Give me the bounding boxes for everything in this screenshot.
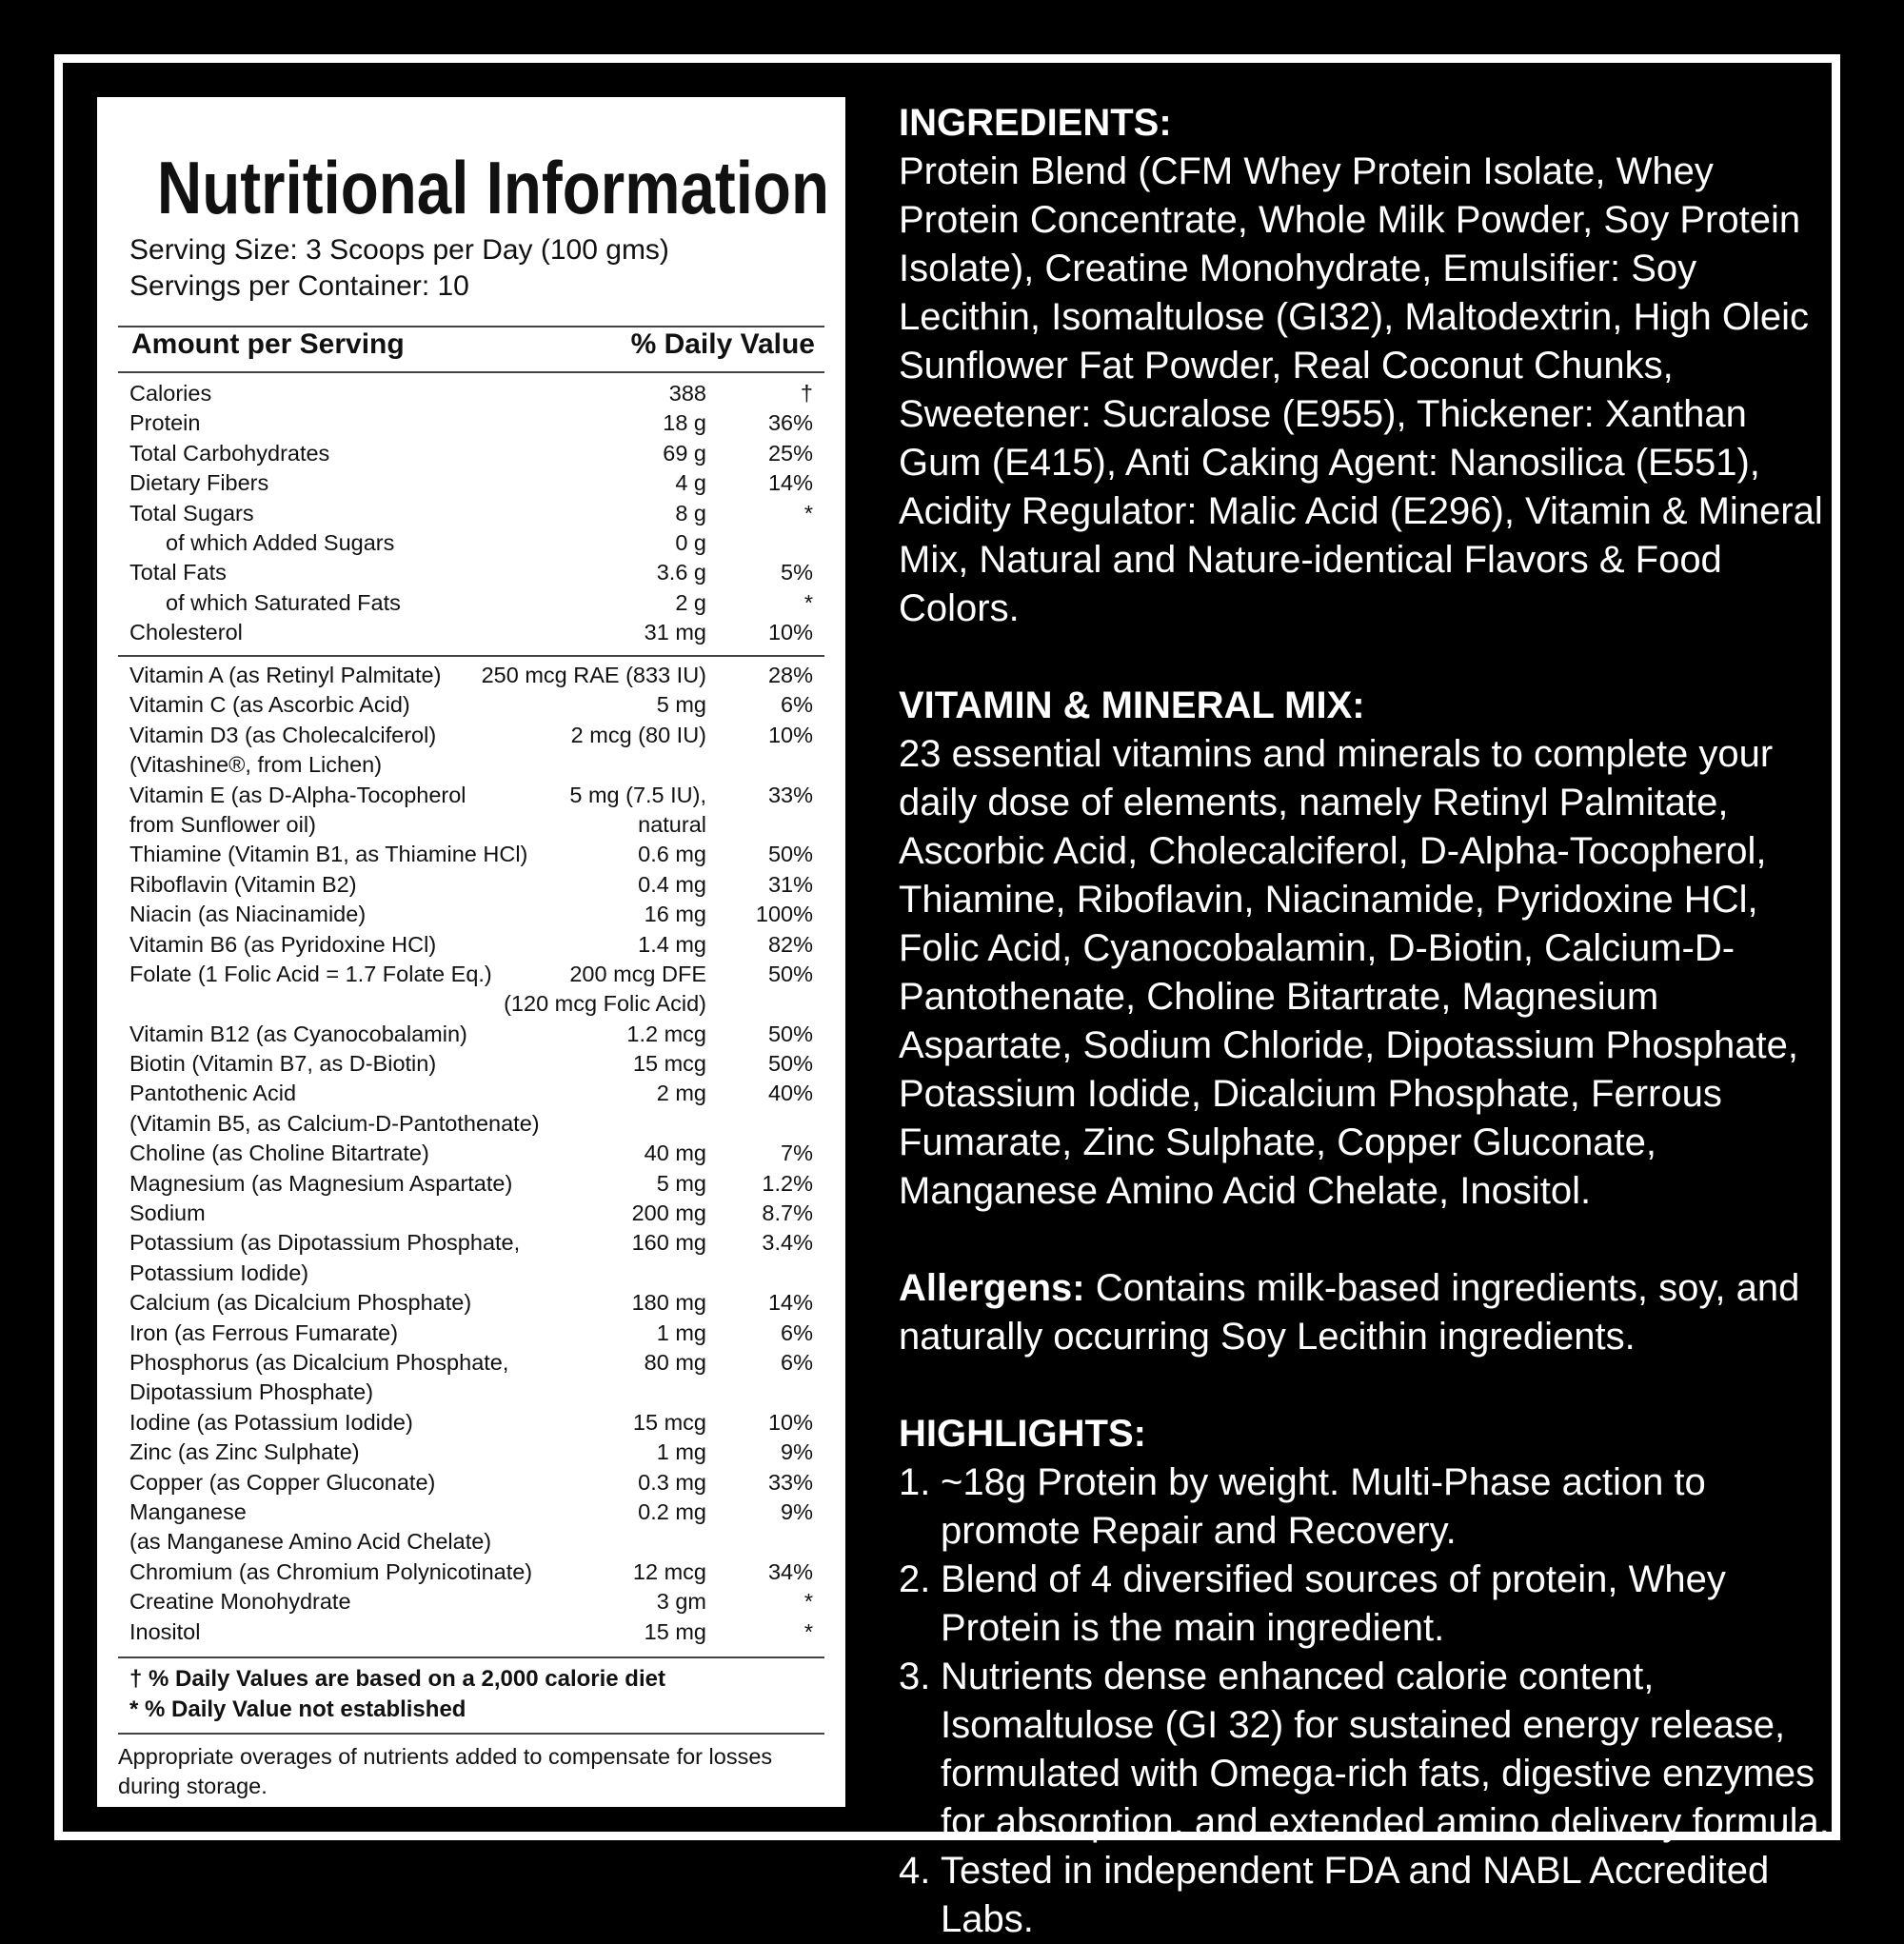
nutrient-amount: 0.3 mg [638, 1469, 706, 1495]
nutrient-daily-value: 33% [767, 1469, 813, 1495]
highlight-number: 3. [899, 1656, 931, 1697]
nutrient-amount: 0 g [675, 529, 706, 555]
nutrient-name: Vitamin A (as Retinyl Palmitate) [129, 663, 442, 687]
nutrient-daily-value: 3.4% [762, 1230, 813, 1256]
nutrient-amount: 80 mg [644, 1349, 706, 1375]
nutrient-row [129, 1139, 813, 1168]
nutrient-amount: 15 mcg [632, 1409, 706, 1435]
nutrient-daily-value: 28% [767, 663, 813, 687]
nutrient-amount: 160 mg [631, 1230, 706, 1256]
nutrient-row [129, 439, 813, 468]
nutrient-daily-value: 14% [767, 470, 813, 496]
nutrient-amount: 5 mg (7.5 IU), [569, 782, 706, 807]
nutrient-amount: 12 mcg [632, 1558, 706, 1584]
nutrient-row [129, 1288, 813, 1318]
nutrient-daily-value: 50% [767, 1051, 813, 1077]
nutrient-amount: 8 g [675, 500, 706, 526]
footnote-star: * % Daily Value not established [129, 1696, 466, 1722]
nutrient-row [129, 870, 813, 900]
nutrient-amount: 2 mcg (80 IU) [570, 722, 706, 747]
ingredients-text: Protein Blend (CFM Whey Protein Isolate, Whey Protein Concentrate, Whole Milk Powder, Soy Protein Isolate), Creatine Monohydrate, Emulsifier: Soy Lecithin, Isomaltulose (GI32), Maltodextrin, High Oleic Sunflower Fat Powder, Real Coconut Chunks, Sweetener: Sucralose (E955), Thickener: Xanthan Gum (E415), Anti Caking Agent: Nanosilica (E551), Acidity Regulator: Malic Acid (E296), Vitamin & Mineral Mix, Natural and Nature-identical Flavors & Food Colors. [899, 150, 1823, 629]
nutrient-name: Biotin (Vitamin B7, as D-Biotin) [129, 1051, 437, 1077]
nutrition-facts-panel [97, 97, 845, 1807]
nutrient-name: Vitamin C (as Ascorbic Acid) [129, 692, 410, 718]
nutrient-name: Vitamin B6 (as Pyridoxine HCl) [129, 931, 437, 957]
nutrient-daily-value: 34% [767, 1558, 813, 1584]
nutrient-name: Riboflavin (Vitamin B2) [129, 871, 357, 897]
mix-heading: VITAMIN & MINERAL MIX: [899, 684, 1365, 726]
header-amount: Amount per Serving [131, 328, 405, 360]
nutrient-name: of which Saturated Fats [166, 589, 401, 615]
nutrient-name: Thiamine (Vitamin B1, as Thiamine HCl) [129, 842, 528, 867]
nutrient-name: Vitamin D3 (as Cholecalciferol) [129, 722, 437, 747]
highlight-number: 4. [899, 1850, 931, 1892]
nutrient-row [129, 960, 813, 989]
nutrient-row [129, 1527, 813, 1557]
nutrient-row [129, 1498, 813, 1527]
nutrient-name: (Vitashine®, from Lichen) [129, 752, 383, 778]
nutrient-name: Dietary Fibers [129, 470, 269, 496]
nutrient-row [129, 1169, 813, 1199]
nutrient-row [129, 528, 813, 558]
nutrient-amount: 200 mcg DFE [569, 961, 706, 986]
nutrient-row [129, 1049, 813, 1079]
nutrient-amount: 1.4 mg [638, 931, 706, 957]
nutrient-row [129, 1408, 813, 1438]
nutrient-row [129, 379, 813, 408]
nutrient-name: Inositol [129, 1618, 201, 1644]
micro-rows [129, 661, 813, 1647]
allergens [899, 1264, 1832, 1361]
nutrient-name: Dipotassium Phosphate) [129, 1379, 374, 1405]
nutrient-name: Total Carbohydrates [129, 440, 330, 466]
nutrient-daily-value: 6% [781, 692, 813, 718]
divider [118, 655, 824, 657]
nutrient-amount: natural [638, 811, 706, 837]
nutrient-daily-value: 10% [767, 620, 813, 645]
mix-text: 23 essential vitamins and minerals to complete your daily dose of elements, namely Retinyl Palmitate, Ascorbic Acid, Cholecalciferol, D-Alpha-Tocopherol, Thiamine, Riboflavin, Niacinamide, Pyridoxine HCl, Folic Acid, Cyanocobalamin, D-Biotin, Calcium-D- Pantothenate, Choline Bitartrate, Magnesium Aspartate, Sodium Chloride, Dipotassium Phosphate, Potassium Iodide, Dicalcium Phosphate, Ferrous Fumarate, Zinc Sulphate, Copper Gluconate, Manganese Amino Acid Chelate, Inositol. [899, 733, 1798, 1212]
nutrient-row [129, 721, 813, 750]
nutrient-name: Calories [129, 381, 212, 406]
nutrient-amount: 3.6 g [656, 560, 706, 585]
nutrient-row [129, 558, 813, 587]
nutrient-amount: 5 mg [656, 692, 706, 718]
nutrient-row [129, 1557, 813, 1587]
header-daily-value: % Daily Value [630, 328, 815, 360]
nutrient-amount: 4 g [675, 470, 706, 496]
divider [118, 1733, 824, 1735]
nutrient-name: of which Added Sugars [166, 529, 395, 555]
nutrient-name: Magnesium (as Magnesium Aspartate) [129, 1170, 513, 1196]
highlight-number: 2. [899, 1558, 931, 1600]
nutrient-amount: 2 g [675, 589, 706, 615]
divider [118, 1656, 824, 1658]
nutrient-daily-value: 1.2% [762, 1170, 813, 1196]
nutrient-row [129, 1259, 813, 1288]
nutrient-daily-value: 6% [781, 1319, 813, 1345]
nutrient-daily-value: 36% [767, 410, 813, 436]
nutrient-amount: 15 mcg [632, 1051, 706, 1077]
nutrient-row [129, 1228, 813, 1258]
nutrient-amount: 40 mg [644, 1141, 706, 1166]
nutrient-name: Total Sugars [129, 500, 254, 526]
nutrient-row [129, 468, 813, 498]
nutrient-daily-value: 14% [767, 1290, 813, 1316]
nutrient-amount: 15 mg [644, 1618, 706, 1644]
nutrient-daily-value: 9% [781, 1439, 813, 1465]
nutrient-daily-value: 50% [767, 1021, 813, 1046]
nutrient-row [129, 1468, 813, 1498]
nutrient-name: Manganese [129, 1498, 247, 1524]
nutrient-row [129, 661, 813, 690]
nutrient-name: Vitamin B12 (as Cyanocobalamin) [129, 1021, 467, 1046]
nutrient-row [129, 810, 813, 840]
nutrient-row [129, 750, 813, 780]
nutrient-name: Total Fats [129, 560, 227, 585]
serving-size: Serving Size: 3 Scoops per Day (100 gms) [129, 234, 669, 266]
highlight-text: Blend of 4 diversified sources of protein, Whey Protein is the main ingredient. [941, 1558, 1726, 1649]
allergens-text: Contains milk-based ingredients, soy, and naturally occurring Soy Lecithin ingredients. [899, 1267, 1800, 1358]
nutrient-name: Iron (as Ferrous Fumarate) [129, 1319, 399, 1345]
nutrient-daily-value: 50% [767, 842, 813, 867]
allergens-label: Allergens: [899, 1267, 1085, 1309]
nutrient-daily-value: 6% [781, 1349, 813, 1375]
nutrient-amount: 5 mg [656, 1170, 706, 1196]
nutrient-row [129, 1079, 813, 1108]
nutrient-name: Folate (1 Folic Acid = 1.7 Folate Eq.) [129, 961, 492, 986]
nutrient-row [129, 499, 813, 528]
nutrient-daily-value: 9% [781, 1498, 813, 1524]
nutrient-daily-value: * [803, 500, 813, 526]
highlights-heading: HIGHLIGHTS: [899, 1413, 1146, 1455]
nutrient-row [129, 690, 813, 720]
highlight-item [899, 1458, 1832, 1556]
nutrient-daily-value: 10% [767, 722, 813, 747]
nutrient-name: (Vitamin B5, as Calcium-D-Pantothenate) [129, 1110, 540, 1136]
nutrient-row [129, 1109, 813, 1139]
nutrient-amount: 200 mg [631, 1200, 706, 1226]
nutrient-daily-value: * [803, 589, 813, 615]
nutrient-name: Choline (as Choline Bitartrate) [129, 1141, 429, 1166]
nutrient-amount: 1 mg [656, 1439, 706, 1465]
highlight-number: 1. [899, 1461, 931, 1503]
highlight-text: Tested in independent FDA and NABL Accredited Labs. [941, 1850, 1770, 1940]
nutrient-amount: (120 mcg Folic Acid) [504, 991, 706, 1017]
info-column [899, 99, 1832, 1944]
highlight-item [899, 1847, 1832, 1944]
nutrient-daily-value: † [800, 381, 813, 406]
nutrient-name: Calcium (as Dicalcium Phosphate) [129, 1290, 472, 1316]
nutrient-name: Phosphorus (as Dicalcium Phosphate, [129, 1349, 509, 1375]
nutrient-daily-value: 50% [767, 961, 813, 986]
highlight-text: ~18g Protein by weight. Multi-Phase action to promote Repair and Recovery. [941, 1461, 1706, 1552]
nutrient-name: Niacin (as Niacinamide) [129, 902, 367, 927]
nutrient-daily-value: * [803, 1618, 813, 1644]
nutrient-daily-value: 82% [767, 931, 813, 957]
nutrient-name: Sodium [129, 1200, 206, 1226]
nutrient-name: Potassium Iodide) [129, 1260, 309, 1285]
macro-rows [129, 379, 813, 648]
nutrient-daily-value: 100% [755, 902, 813, 927]
nutrient-amount: 0.2 mg [638, 1498, 706, 1524]
nutrient-row [129, 989, 813, 1019]
servings-per-container: Servings per Container: 10 [129, 270, 469, 302]
nutrient-name: Potassium (as Dipotassium Phosphate, [129, 1230, 521, 1256]
nutrient-name: Copper (as Copper Gluconate) [129, 1469, 436, 1495]
highlight-item [899, 1556, 1832, 1653]
nutrient-amount: 3 gm [656, 1589, 706, 1615]
serving-info [129, 232, 669, 305]
nutrient-name: Vitamin E (as D-Alpha-Tocopherol [129, 782, 466, 807]
nutrient-row [129, 1438, 813, 1467]
nutrient-amount: 69 g [663, 440, 706, 466]
nutrient-amount: 388 [668, 381, 706, 406]
footnotes [129, 1664, 665, 1725]
nutrient-row [129, 930, 813, 960]
nutrient-amount: 2 mg [656, 1081, 706, 1106]
nutrient-row [129, 588, 813, 618]
nutrient-daily-value: 40% [767, 1081, 813, 1106]
nutrient-row [129, 840, 813, 869]
nutrient-name: Cholesterol [129, 620, 243, 645]
nutrient-row [129, 1617, 813, 1647]
nutrient-daily-value: * [803, 1589, 813, 1615]
nutrient-name: Protein [129, 410, 201, 436]
nutrient-daily-value: 31% [767, 871, 813, 897]
nutrient-amount: 16 mg [644, 902, 706, 927]
overages-note: Appropriate overages of nutrients added to compensate for losses during storage. [118, 1744, 773, 1798]
nutrient-name: (as Manganese Amino Acid Chelate) [129, 1529, 492, 1555]
nutrition-title: Nutritional Information [156, 146, 829, 229]
nutrient-daily-value: 8.7% [762, 1200, 813, 1226]
nutrient-row [129, 1348, 813, 1378]
nutrient-row [129, 1378, 813, 1407]
nutrient-row [129, 781, 813, 810]
nutrient-daily-value: 5% [781, 560, 813, 585]
nutrient-amount: 180 mg [631, 1290, 706, 1316]
nutrient-row [129, 618, 813, 647]
nutrient-name: Iodine (as Potassium Iodide) [129, 1409, 413, 1435]
nutrient-row [129, 1319, 813, 1348]
nutrient-amount: 1 mg [656, 1319, 706, 1345]
nutrient-amount: 1.2 mcg [626, 1021, 706, 1046]
nutrient-name: Creatine Monohydrate [129, 1589, 351, 1615]
nutrient-name: Pantothenic Acid [129, 1081, 297, 1106]
nutrient-amount: 0.4 mg [638, 871, 706, 897]
nutrient-daily-value: 7% [781, 1141, 813, 1166]
highlight-item [899, 1653, 1832, 1847]
nutrient-amount: 0.6 mg [638, 842, 706, 867]
nutrient-row [129, 1020, 813, 1049]
ingredients-heading: INGREDIENTS: [899, 102, 1172, 144]
nutrient-daily-value: 33% [767, 782, 813, 807]
nutrient-amount: 18 g [663, 410, 706, 436]
nutrient-amount: 31 mg [644, 620, 706, 645]
highlight-text: Nutrients dense enhanced calorie content, Isomaltulose (GI 32) for sustained energy release, formulated with Omega-rich fats, digestive enzymes for absorption, and extended amino delivery formula. [941, 1656, 1830, 1843]
nutrient-name: Zinc (as Zinc Sulphate) [129, 1439, 360, 1465]
table-header [131, 326, 815, 364]
nutrient-name: Chromium (as Chromium Polynicotinate) [129, 1558, 533, 1584]
nutrient-daily-value: 25% [767, 440, 813, 466]
footnote-dagger: † % Daily Values are based on a 2,000 calorie diet [129, 1666, 665, 1692]
highlights-list [899, 1458, 1832, 1944]
nutrient-row [129, 900, 813, 929]
nutrient-amount: 250 mcg RAE (833 IU) [481, 663, 706, 687]
divider [118, 371, 824, 373]
nutrient-row [129, 1199, 813, 1228]
nutrient-row [129, 1587, 813, 1617]
nutrient-name: from Sunflower oil) [129, 811, 316, 837]
nutrient-daily-value: 10% [767, 1409, 813, 1435]
nutrient-row [129, 408, 813, 438]
